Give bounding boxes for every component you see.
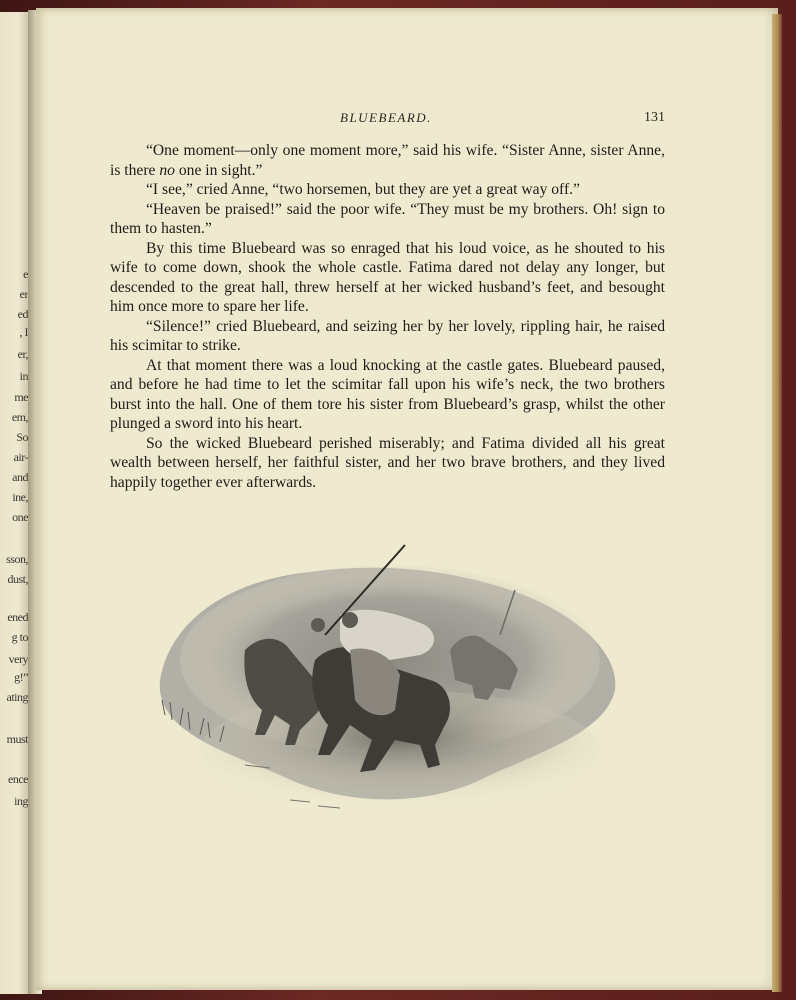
text-run: “One moment—only one moment more,” said his wife. “Sister Anne, sister Anne, is there — [110, 142, 665, 179]
paragraph — [110, 356, 665, 434]
text-run: “Heaven be praised!” said the poor wife. “They must be my brothers. Oh! sign to them to hasten.” — [110, 200, 665, 237]
facing-page-fragment: ened — [7, 610, 28, 624]
text-run: So the wicked Bluebeard perished miserably; and Fatima divided all his great wealth between herself, her faithful sister, and her two brave brothers, and they lived happily together ever afterwards. — [110, 434, 665, 491]
facing-page-fragment: air- — [13, 450, 28, 464]
facing-page-fragment: e — [23, 267, 28, 281]
facing-page-fragment: er — [19, 287, 28, 301]
facing-page-fragment: So — [16, 430, 28, 444]
facing-page-fragment: em, — [11, 410, 28, 424]
facing-page-fragment: g to — [11, 630, 28, 644]
text-run: By this time Bluebeard was so enraged that his loud voice, as he shouted to his wife to come down, shook the whole castle. Fatima dared not delay any longer, but descended to the great hall, threw herself at her wicked husband’s feet, and besought him once more to spare her life. — [110, 239, 665, 315]
facing-page-fragment: ence — [8, 772, 28, 786]
horsemen-illustration — [150, 540, 620, 815]
story-text — [110, 141, 665, 492]
paragraph — [110, 239, 665, 317]
facing-page-fragment: , I — [19, 325, 28, 339]
facing-page-fragment: er, — [17, 347, 28, 361]
facing-page-fragment: ing — [14, 794, 28, 808]
facing-page-fragment: ed — [17, 307, 28, 321]
paragraph — [110, 180, 665, 200]
paragraph — [110, 317, 665, 356]
text-run: “I see,” cried Anne, “two horsemen, but they are yet a great way off.” — [146, 181, 580, 198]
paragraph — [110, 141, 665, 180]
page-edge — [772, 14, 782, 992]
page-number: 131 — [644, 110, 665, 125]
facing-page-fragment: ating — [6, 690, 28, 704]
facing-page-fragment: me — [14, 390, 28, 404]
text-run: At that moment there was a loud knocking at the castle gates. Bluebeard paused, and before he had time to let the scimitar fall upon his wife’s neck, the two brothers burst into the hall. One of them tore his sister from Bluebeard’s grasp, whilst the other plunged a sword into his heart. — [110, 356, 665, 432]
text-run: one in sight.” — [174, 161, 263, 179]
facing-page-fragment: sson, — [6, 552, 28, 566]
paragraph — [110, 200, 665, 239]
emphasis-text: no — [159, 161, 175, 179]
facing-page-fragment: one — [12, 510, 28, 524]
facing-page-fragment: g!” — [14, 670, 28, 684]
facing-page-fragment: must — [6, 732, 28, 746]
facing-page-fragment: and — [12, 470, 28, 484]
facing-page-fragment: in — [19, 369, 28, 383]
facing-page-edge — [0, 12, 30, 994]
text-run: “Silence!” cried Bluebeard, and seizing her by her lovely, rippling hair, he raised his scimitar to strike. — [110, 317, 665, 354]
paragraph — [110, 434, 665, 493]
facing-page-fragment: dust, — [7, 572, 28, 586]
running-head: BLUEBEARD. — [340, 110, 432, 125]
facing-page-fragment: ine, — [12, 490, 28, 504]
facing-page-fragment: very — [8, 652, 28, 666]
